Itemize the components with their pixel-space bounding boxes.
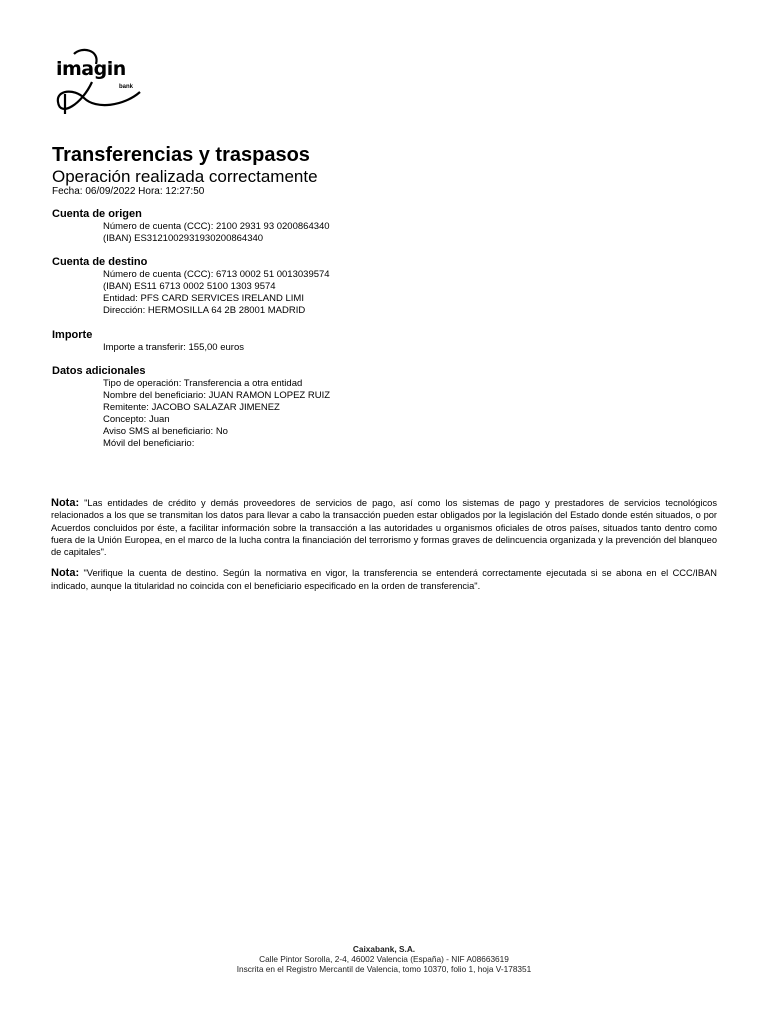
- logo-wordmark: imagin: [56, 58, 126, 80]
- section-lines-origen: [103, 221, 330, 245]
- destino-line: (IBAN) ES11 6713 0002 5100 1303 9574: [103, 281, 276, 292]
- section-importe: [52, 328, 244, 354]
- imagin-logo: [52, 48, 148, 120]
- origen-line: (IBAN) ES3121002931930200864340: [103, 233, 264, 244]
- footer-company: Caixabank, S.A.: [352, 944, 416, 954]
- footer-registry: Inscrita en el Registro Mercantil de Valencia, tomo 10370, folio 1, hoja V-178351: [236, 964, 532, 974]
- note-text: "Las entidades de crédito y demás proveedores de servicios de pago, así como los sistemas de pago y prestadores de servicios tecnológicos relacionados a los que se transmitan los datos para llevar a cabo la transacción pueden estar obligados por la legislación del Estado donde estén situados, o por Acuerdos concluidos por éste, a facilitar información sobre la transacción a las autoridades u organismos oficiales de otros países, situados tanto dentro como fuera de la Unión Europea, en el marco de la lucha contra la financiación del terrorismo y formas graves de delincuencia organizada y la prevención del blanqueo de capitales".: [51, 498, 718, 558]
- note-paragraph: [51, 567, 717, 592]
- page-footer: [0, 944, 768, 974]
- note-paragraph: [51, 497, 717, 558]
- note-label: Nota:: [51, 567, 80, 580]
- note-text: "Verifique la cuenta de destino. Según la normativa en vigor, la transferencia se entenderá correctamente ejecutada si se abona en el CCC/IBAN indicado, aunque la titularidad no coincida con el beneficiario especificado en la orden de transferencia".: [51, 568, 717, 591]
- section-title-origen: Cuenta de origen: [52, 208, 142, 220]
- datos-line: Nombre del beneficiario: JUAN RAMON LOPEZ RUIZ: [103, 390, 331, 401]
- datos-line: Móvil del beneficiario:: [103, 438, 195, 449]
- importe-line: Importe a transferir: 155,00 euros: [103, 342, 244, 353]
- section-origen: [52, 207, 330, 245]
- section-title-destino: Cuenta de destino: [52, 256, 148, 268]
- datos-line: Remitente: JACOBO SALAZAR JIMENEZ: [103, 402, 280, 413]
- legal-notes: [51, 497, 717, 601]
- section-lines-importe: [103, 342, 244, 354]
- section-datos: [52, 364, 330, 450]
- section-title-datos: Datos adicionales: [52, 365, 146, 377]
- logo-subtext: bank: [119, 84, 134, 90]
- section-lines-datos: [103, 378, 330, 450]
- document-header: [52, 143, 318, 198]
- destino-line: Entidad: PFS CARD SERVICES IRELAND LIMI: [103, 293, 304, 304]
- section-title-importe: Importe: [52, 329, 93, 341]
- page-subtitle: Operación realizada correctamente: [52, 167, 318, 186]
- page-title: Transferencias y traspasos: [52, 144, 310, 166]
- datos-line: Concepto: Juan: [103, 414, 170, 425]
- operation-date: Fecha: 06/09/2022 Hora: 12:27:50: [52, 186, 205, 197]
- section-lines-destino: [103, 269, 330, 317]
- section-destino: [52, 255, 330, 317]
- origen-line: Número de cuenta (CCC): 2100 2931 93 0200864340: [103, 221, 330, 232]
- destino-line: Número de cuenta (CCC): 6713 0002 51 0013039574: [103, 269, 330, 280]
- note-label: Nota:: [51, 497, 80, 509]
- destino-line: Dirección: HERMOSILLA 64 2B 28001 MADRID: [103, 305, 306, 316]
- datos-line: Aviso SMS al beneficiario: No: [103, 426, 228, 437]
- datos-line: Tipo de operación: Transferencia a otra entidad: [103, 378, 303, 389]
- footer-address: Calle Pintor Sorolla, 2-4, 46002 Valencia (España) - NIF A08663619: [259, 954, 509, 964]
